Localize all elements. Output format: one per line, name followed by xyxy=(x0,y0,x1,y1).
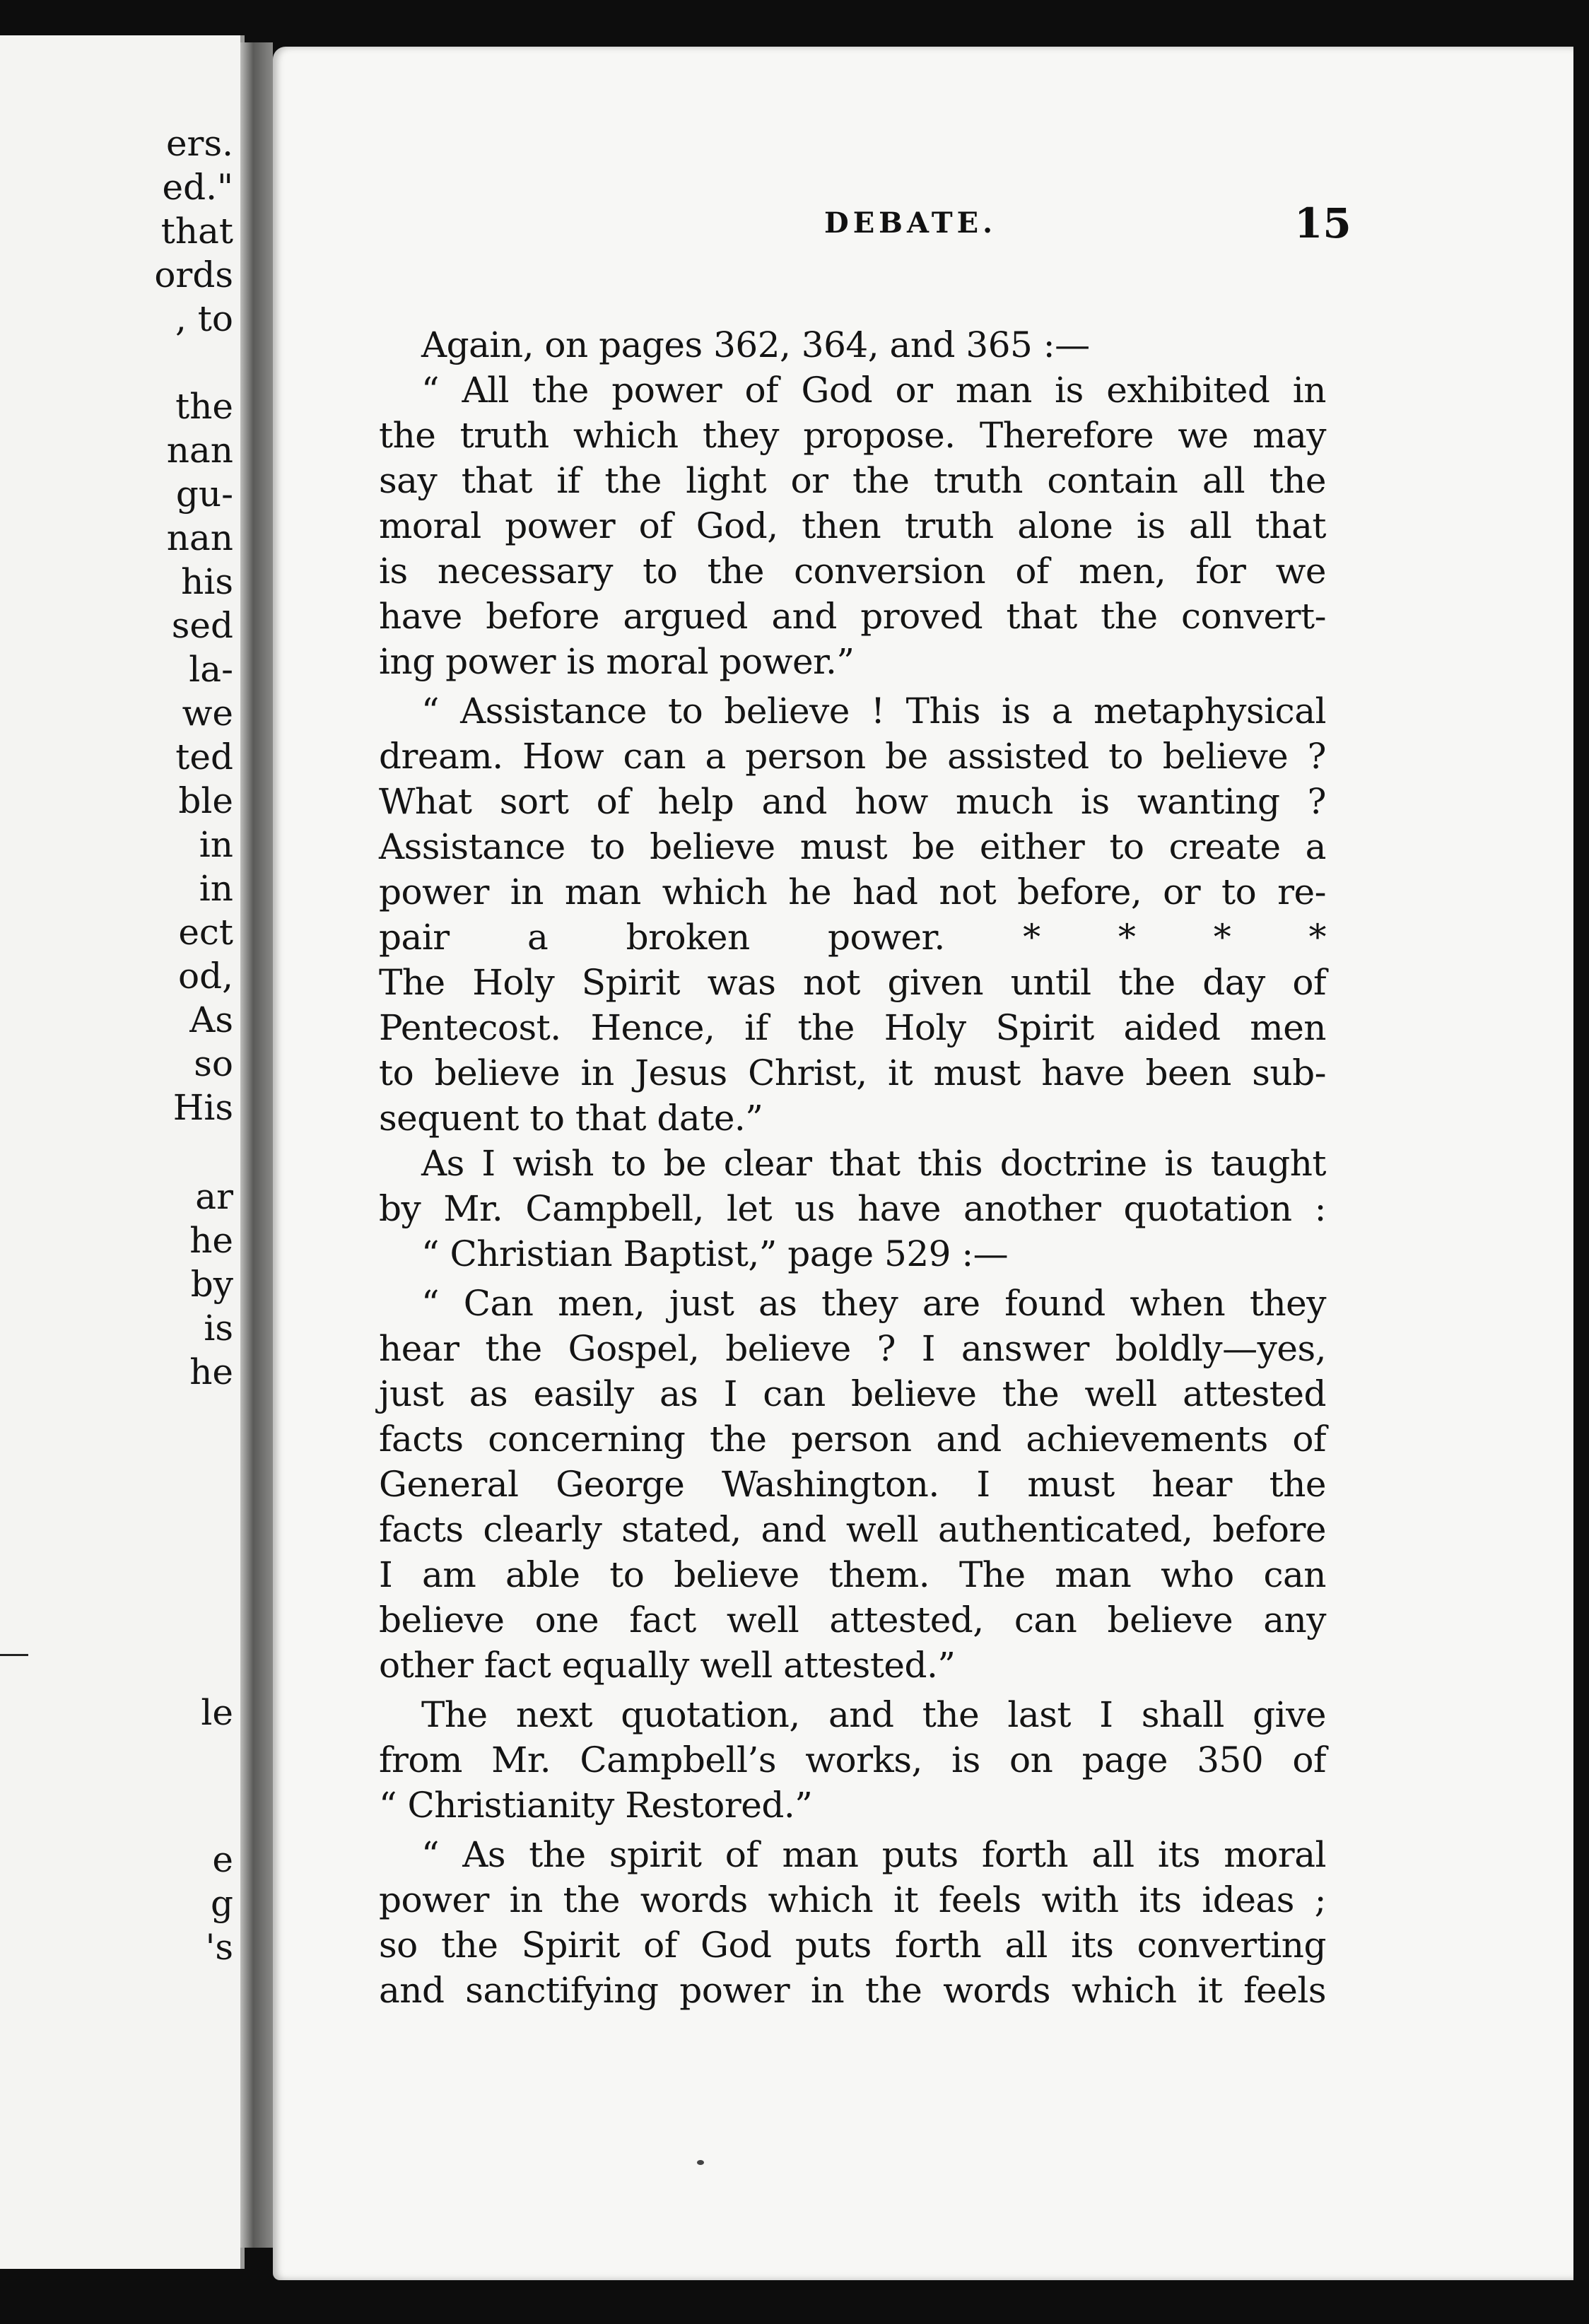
text-line: As I wish to be clear that this doctrine is taught xyxy=(421,1143,1326,1184)
left-facing-page xyxy=(0,35,245,2269)
text-line: hear the Gospel, believe ? I answer boldly—yes, xyxy=(379,1328,1326,1369)
left-page-fragment: , to xyxy=(175,298,233,339)
text-line: What sort of help and how much is wanting ? xyxy=(379,781,1326,822)
left-page-fragment: His xyxy=(172,1087,233,1128)
left-page-fragment: in xyxy=(199,824,233,865)
text-line: and sanctifying power in the words which it feels xyxy=(379,1970,1326,2011)
text-line: say that if the light or the truth contain all the xyxy=(379,460,1326,501)
text-line: Pentecost. Hence, if the Holy Spirit aided men xyxy=(379,1007,1326,1048)
book-gutter xyxy=(240,42,273,2248)
left-page-fragment: ect xyxy=(178,912,233,953)
text-line: The next quotation, and the last I shall give xyxy=(421,1694,1326,1735)
left-page-fragment: nan xyxy=(166,517,233,558)
left-page-fragment: by xyxy=(190,1264,233,1305)
text-line: have before argued and proved that the convert- xyxy=(379,596,1326,637)
left-page-fragment: in xyxy=(199,868,233,909)
left-page-fragment: that xyxy=(160,211,233,252)
left-page-fragment: we xyxy=(182,693,233,734)
text-line: is necessary to the conversion of men, for we xyxy=(379,551,1326,592)
left-page-fragment: la- xyxy=(189,649,233,690)
text-line: Assistance to believe must be either to create a xyxy=(379,826,1326,867)
text-line: “ Can men, just as they are found when they xyxy=(421,1283,1326,1324)
page-header xyxy=(273,199,1589,263)
text-line: facts clearly stated, and well authenticated, before xyxy=(379,1509,1326,1550)
text-line: sequent to that date.” xyxy=(379,1098,763,1139)
text-line: I am able to believe them. The man who can xyxy=(379,1554,1326,1595)
left-page-fragment: his xyxy=(181,561,233,602)
text-line: the truth which they propose. Therefore we may xyxy=(379,415,1326,456)
running-head: DEBATE. xyxy=(824,206,997,240)
text-line: dream. How can a person be assisted to believe ? xyxy=(379,736,1326,777)
text-line: “ As the spirit of man puts forth all its moral xyxy=(421,1834,1326,1875)
left-page-fragment: he xyxy=(189,1220,233,1261)
left-page-fragment: he xyxy=(189,1351,233,1392)
text-line: power in the words which it feels with its ideas ; xyxy=(379,1879,1326,1920)
left-page-fragment: ted xyxy=(175,736,233,777)
left-page-fragment: is xyxy=(204,1308,233,1349)
left-page-fragment: ords xyxy=(154,254,233,295)
text-line: The Holy Spirit was not given until the day of xyxy=(379,962,1326,1003)
text-line: “ Christianity Restored.” xyxy=(379,1785,813,1826)
text-line: so the Spirit of God puts forth all its converting xyxy=(379,1925,1326,1966)
left-page-fragment: ed." xyxy=(162,167,233,208)
left-page-fragment: ers. xyxy=(165,123,233,164)
text-line: power in man which he had not before, or to re- xyxy=(379,872,1326,912)
text-line: from Mr. Campbell’s works, is on page 350 of xyxy=(379,1739,1326,1780)
text-line: “ Assistance to believe ! This is a metaphysical xyxy=(421,691,1326,732)
left-page-fragment: so xyxy=(194,1043,233,1084)
left-page-fragment: gu- xyxy=(175,474,233,515)
left-page-fragment: 's xyxy=(205,1927,233,1968)
left-page-fragment: the xyxy=(175,386,233,427)
left-page-fragment: nan xyxy=(166,430,233,471)
text-line: moral power of God, then truth alone is all that xyxy=(379,505,1326,546)
left-page-fragment: e xyxy=(212,1839,233,1880)
ink-speck xyxy=(697,2160,704,2165)
left-page-fragment: od, xyxy=(177,956,233,997)
left-page-fragment: ble xyxy=(178,780,233,821)
left-page-fragment: g xyxy=(210,1883,233,1924)
left-page-fragment: As xyxy=(189,999,233,1040)
text-line: “ All the power of God or man is exhibited in xyxy=(421,370,1326,411)
text-line: other fact equally well attested.” xyxy=(379,1645,956,1686)
page-number: 15 xyxy=(1294,199,1351,247)
text-line: pair a broken power. * * * * xyxy=(379,917,1326,958)
text-line: Again, on pages 362, 364, and 365 :— xyxy=(421,324,1090,365)
text-line: to believe in Jesus Christ, it must have been sub- xyxy=(379,1052,1326,1093)
left-page-fragment: le xyxy=(201,1692,233,1733)
text-line: General George Washington. I must hear the xyxy=(379,1464,1326,1505)
text-line: believe one fact well attested, can believe any xyxy=(379,1600,1326,1641)
text-line: by Mr. Campbell, let us have another quotation : xyxy=(379,1188,1326,1229)
left-page-fragment: sed xyxy=(171,605,233,646)
left-page-fragment: ar xyxy=(195,1176,233,1217)
text-line: ing power is moral power.” xyxy=(379,641,855,682)
text-line: “ Christian Baptist,” page 529 :— xyxy=(421,1233,1009,1274)
text-line: just as easily as I can believe the well attested xyxy=(379,1373,1326,1414)
text-line: facts concerning the person and achievements of xyxy=(379,1419,1326,1460)
body-text xyxy=(379,322,1326,2013)
right-page xyxy=(273,47,1573,2280)
left-page-rule xyxy=(0,1654,28,1656)
